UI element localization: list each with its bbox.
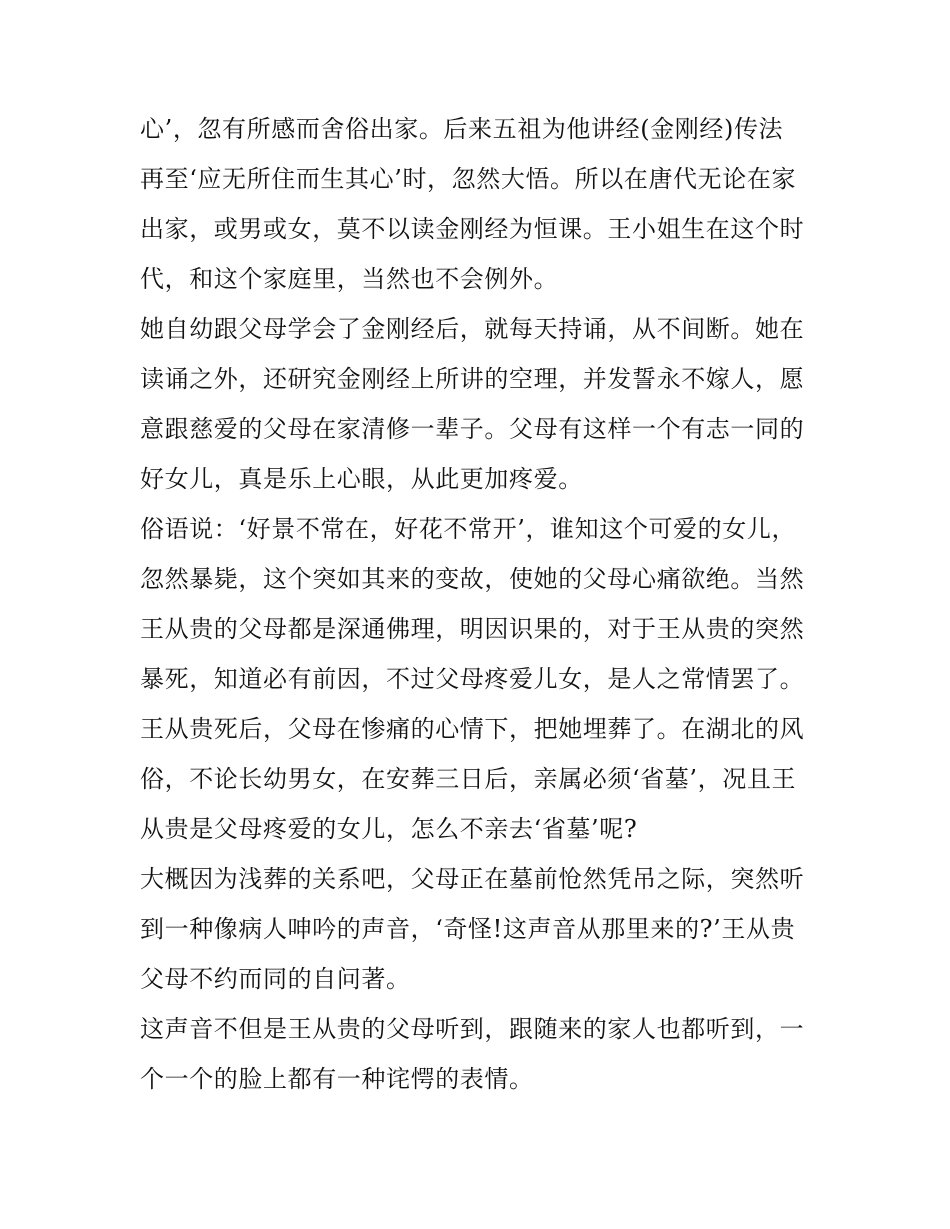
text-line-16: 大概因为浅葬的关系吧，父母正在墓前怆然凭吊之际，突然听 bbox=[140, 865, 805, 893]
body-text bbox=[140, 104, 820, 1104]
text-line-9: 俗语说：‘好景不常在，好花不常开’，谁知这个可爱的女儿， bbox=[140, 515, 797, 543]
text-line-12: 暴死，知道必有前因，不过父母疼爱儿女，是人之常情罢了。 bbox=[140, 665, 805, 693]
text-line-8: 好女儿，真是乐上心眼，从此更加疼爱。 bbox=[140, 465, 583, 493]
text-line-5: 她自幼跟父母学会了金刚经后，就每天持诵，从不间断。她在 bbox=[140, 315, 805, 343]
text-line-20: 个一个的脸上都有一种诧愕的表情。 bbox=[140, 1065, 534, 1093]
text-line-4: 代，和这个家庭里，当然也不会例外。 bbox=[140, 265, 559, 293]
text-line-1: 心’，忽有所感而舍俗出家。后来五祖为他讲经(金刚经)传法 bbox=[140, 115, 784, 143]
text-line-3: 出家，或男或女，莫不以读金刚经为恒课。王小姐生在这个时 bbox=[140, 215, 805, 243]
text-line-2: 再至‘应无所住而生其心’时，忽然大悟。所以在唐代无论在家 bbox=[140, 165, 797, 193]
text-line-13: 王从贵死后，父母在惨痛的心情下，把她埋葬了。在湖北的风 bbox=[140, 715, 805, 743]
text-line-15: 从贵是父母疼爱的女儿，怎么不亲去‘省墓’呢? bbox=[140, 815, 638, 843]
text-line-19: 这声音不但是王从贵的父母听到，跟随来的家人也都听到，一 bbox=[140, 1015, 805, 1043]
text-line-10: 忽然暴毙，这个突如其来的变故，使她的父母心痛欲绝。当然 bbox=[140, 565, 805, 593]
text-line-7: 意跟慈爱的父母在家清修一辈子。父母有这样一个有志一同的 bbox=[140, 415, 805, 443]
text-line-18: 父母不约而同的自问著。 bbox=[140, 965, 411, 993]
text-line-17: 到一种像病人呻吟的声音，‘奇怪!这声音从那里来的?’王从贵 bbox=[140, 915, 796, 943]
text-line-14: 俗，不论长幼男女，在安葬三日后，亲属必须‘省墓’，况且王 bbox=[140, 765, 797, 793]
text-line-6: 读诵之外，还研究金刚经上所讲的空理，并发誓永不嫁人，愿 bbox=[140, 365, 805, 393]
text-line-11: 王从贵的父母都是深通佛理，明因识果的，对于王从贵的突然 bbox=[140, 615, 805, 643]
